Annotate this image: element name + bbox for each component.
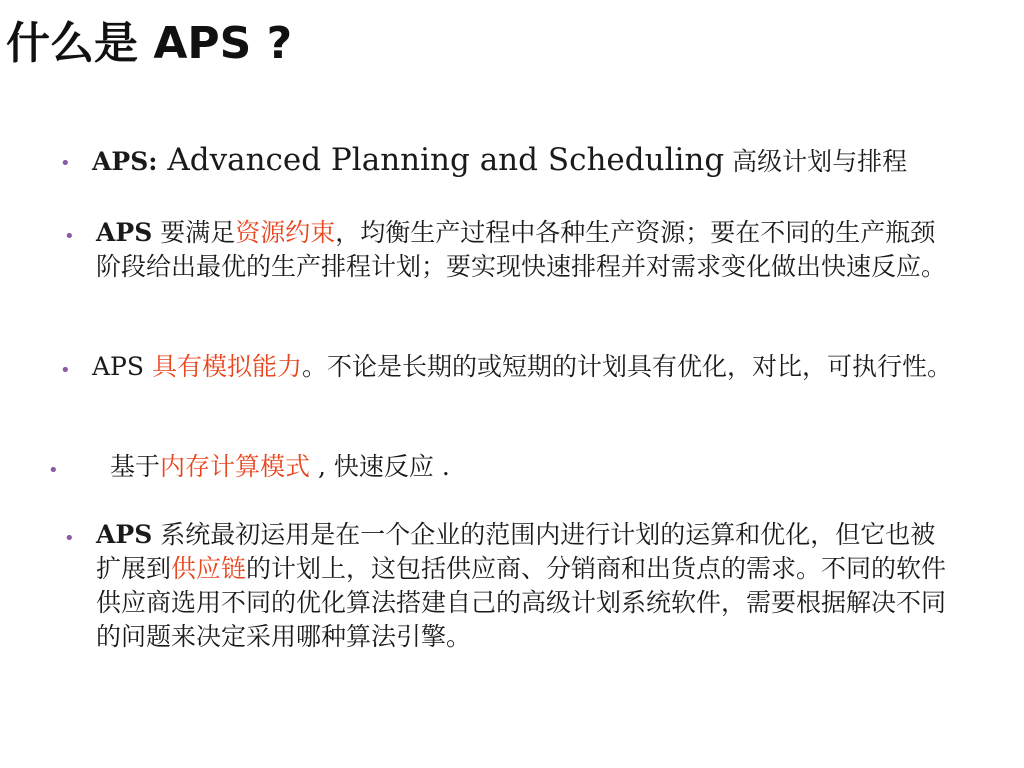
bullet-english: Advanced Planning and Scheduling xyxy=(157,142,725,178)
bullet-prefix: APS xyxy=(96,520,153,549)
bullet-item-simulation xyxy=(60,350,980,384)
bullet-text xyxy=(60,350,972,384)
bullet-text xyxy=(64,216,956,284)
bullet-marker: • xyxy=(48,460,59,481)
bullet-marker: • xyxy=(60,153,71,174)
bullet-prefix: APS: xyxy=(92,147,158,176)
bullet-highlight: 具有模拟能力 xyxy=(151,352,302,381)
bullet-suffix: 高级计划与排程 xyxy=(724,147,908,176)
bullet-text-part: ，均衡生产过程中各种生产资源；要在不同的生产瓶颈阶段给出最优的生产排程计划；要实现快速排程并对需求变化做出快速反应。 xyxy=(96,218,947,281)
bullet-item-supply-chain xyxy=(64,518,964,654)
bullet-text-part: 基于 xyxy=(110,452,161,481)
bullet-text-part: 系统最初运用是在一个企业的范围内进行计划的运算和优化，但它也被扩展到 xyxy=(96,520,936,583)
bullet-item-resource-constraints xyxy=(64,216,964,284)
bullet-text xyxy=(48,450,968,484)
bullet-text-part: 。不论是长期的或短期的计划具有优化，对比，可执行性。 xyxy=(301,352,952,381)
bullet-item-aps-definition xyxy=(60,143,960,179)
bullet-text-part: , 快速反应 . xyxy=(310,452,450,481)
bullet-text-part: APS xyxy=(92,352,152,381)
bullet-text-part: 要满足 xyxy=(152,218,236,247)
bullet-marker: • xyxy=(60,360,71,381)
bullet-marker: • xyxy=(64,226,75,247)
bullet-text-part: 的计划上，这包括供应商、分销商和出货点的需求。不同的软件供应商选用不同的优化算法搭建自己的高级计划系统软件，需要根据解决不同的问题来决定采用哪种算法引擎。 xyxy=(96,554,947,651)
bullet-marker: • xyxy=(64,528,75,549)
bullet-text xyxy=(60,143,960,179)
bullet-text xyxy=(64,518,956,654)
bullet-item-in-memory xyxy=(48,450,968,484)
bullet-prefix: APS xyxy=(96,218,153,247)
slide-title: 什么是 APS ? xyxy=(6,18,293,69)
bullet-highlight: 内存计算模式 xyxy=(160,452,311,481)
bullet-highlight: 供应链 xyxy=(171,554,247,583)
bullet-highlight: 资源约束 xyxy=(235,218,336,247)
